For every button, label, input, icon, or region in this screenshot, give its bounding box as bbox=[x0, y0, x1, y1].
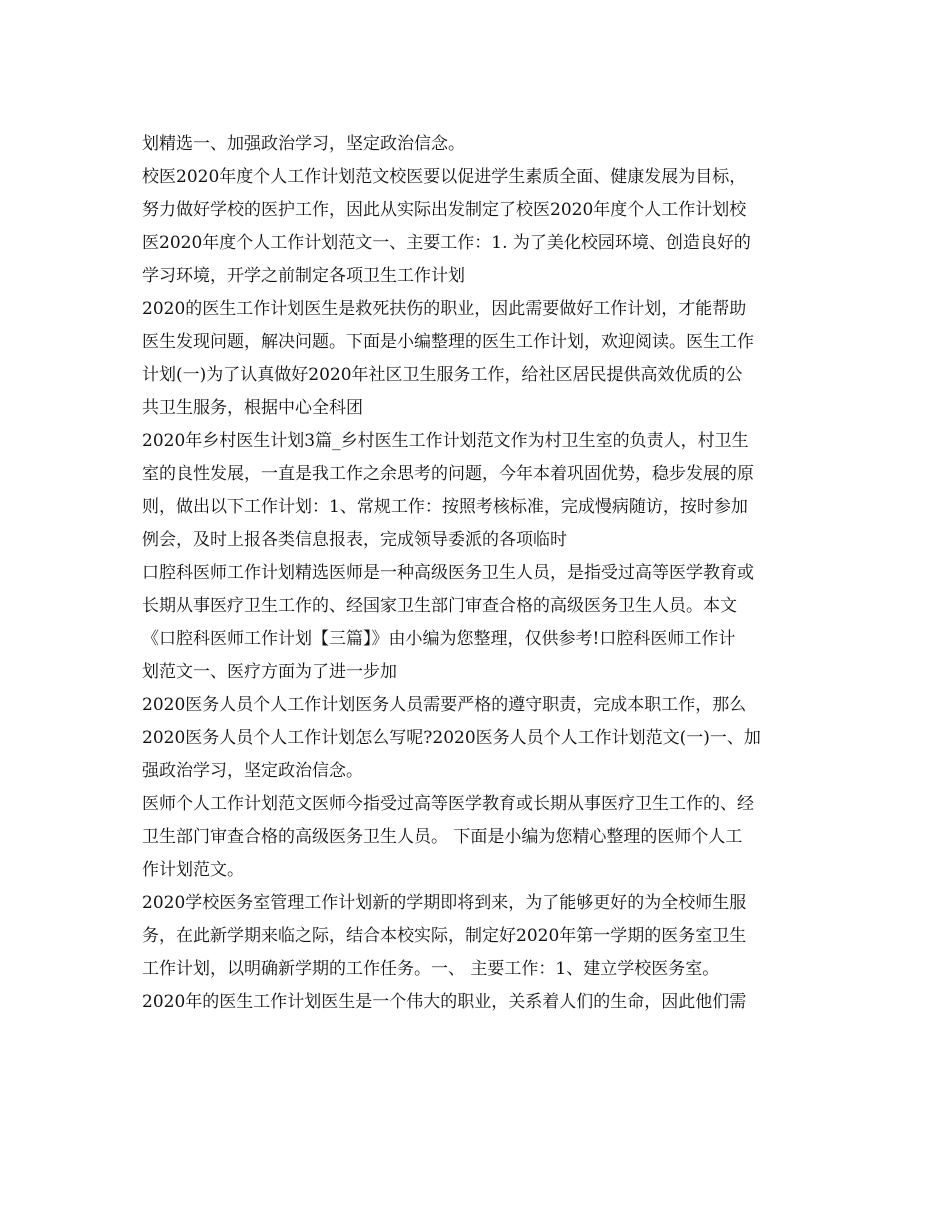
text-line: 2020的医生工作计划医生是救死扶伤的职业，因此需要做好工作计划，才能帮助 bbox=[142, 299, 747, 319]
text-line: 2020年乡村医生计划3篇_乡村医生工作计划范文作为村卫生室的负责人，村卫生 bbox=[142, 431, 749, 451]
text-line: 2020学校医务室管理工作计划新的学期即将到来，为了能够更好的为全校师生服 bbox=[142, 893, 747, 913]
text-line: 学习环境，开学之前制定各项卫生工作计划 bbox=[142, 266, 465, 286]
text-line: 2020医务人员个人工作计划怎么写呢?2020医务人员个人工作计划范文(一)一、加 bbox=[142, 728, 761, 748]
text-line: 作计划范文。 bbox=[142, 860, 244, 880]
text-line: 卫生部门审查合格的高级医务卫生人员。 下面是小编为您精心整理的医师个人工 bbox=[142, 827, 743, 847]
text-line: 医生发现问题，解决问题。下面是小编整理的医生工作计划，欢迎阅读。医生工作 bbox=[142, 332, 754, 352]
document-body bbox=[142, 128, 822, 1019]
text-line: 强政治学习，坚定政治信念。 bbox=[142, 761, 363, 781]
text-line: 口腔科医师工作计划精选医师是一种高级医务卫生人员，是指受过高等医学教育或 bbox=[142, 563, 754, 583]
text-line: 计划(一)为了认真做好2020年社区卫生服务工作，给社区居民提供高效优质的公 bbox=[142, 365, 743, 385]
text-line: 长期从事医疗卫生工作的、经国家卫生部门审查合格的高级医务卫生人员。本文 bbox=[142, 596, 737, 616]
text-line: 务，在此新学期来临之际，结合本校实际，制定好2020年第一学期的医务室卫生 bbox=[142, 926, 747, 946]
text-line: 室的良性发展，一直是我工作之余思考的问题，今年本着巩固优势，稳步发展的原 bbox=[142, 464, 754, 484]
text-line: 划范文一、医疗方面为了进一步加 bbox=[142, 662, 397, 682]
text-line: 共卫生服务，根据中心全科团 bbox=[142, 398, 363, 418]
text-line: 努力做好学校的医护工作，因此从实际出发制定了校医2020年度个人工作计划校 bbox=[142, 200, 747, 220]
text-line: 2020年的医生工作计划医生是一个伟大的职业，关系着人们的生命，因此他们需 bbox=[142, 992, 747, 1012]
text-line: 则，做出以下工作计划：1、常规工作：按照考核标准，完成慢病随访，按时参加 bbox=[142, 497, 748, 517]
text-line: 医师个人工作计划范文医师今指受过高等医学教育或长期从事医疗卫生工作的、经 bbox=[142, 794, 754, 814]
text-line: 《口腔科医师工作计划【三篇】》由小编为您整理，仅供参考!口腔科医师工作计 bbox=[142, 629, 736, 649]
text-line: 2020医务人员个人工作计划医务人员需要严格的遵守职责，完成本职工作，那么 bbox=[142, 695, 747, 715]
text-line: 医2020年度个人工作计划范文一、主要工作：1. 为了美化校园环境、创造良好的 bbox=[142, 233, 751, 253]
text-line: 校医2020年度个人工作计划范文校医要以促进学生素质全面、健康发展为目标， bbox=[142, 167, 747, 187]
text-line: 工作计划，以明确新学期的工作任务。一、 主要工作：1、建立学校医务室。 bbox=[142, 959, 720, 979]
text-line: 划精选一、加强政治学习，坚定政治信念。 bbox=[142, 134, 465, 154]
text-line: 例会，及时上报各类信息报表，完成领导委派的各项临时 bbox=[142, 530, 567, 550]
